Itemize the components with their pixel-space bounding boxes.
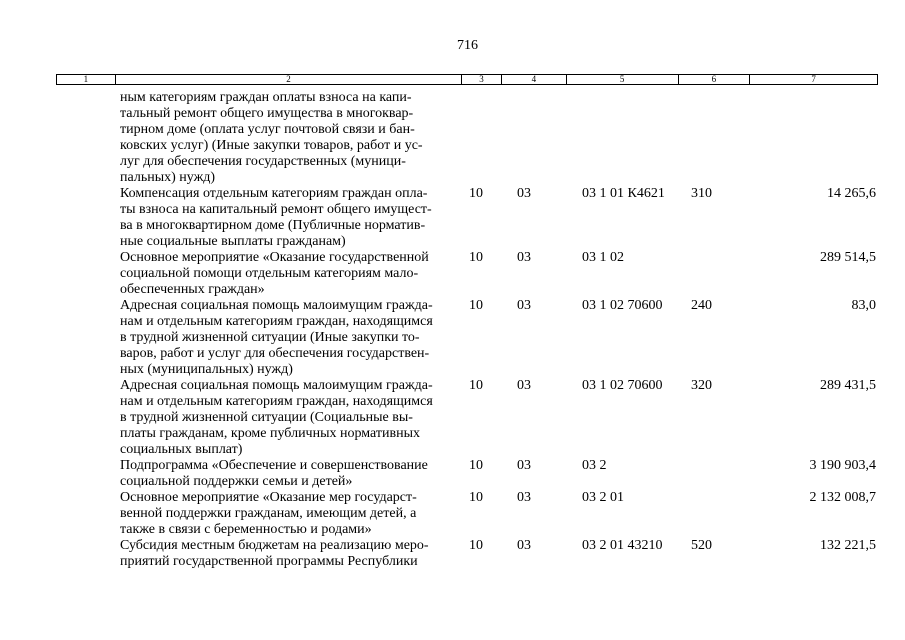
column-header-4: 4 [502, 75, 567, 84]
section-code: 10 [469, 458, 483, 473]
column-header-1: 1 [57, 75, 116, 84]
table-row [0, 298, 905, 378]
amount-value: 2 132 008,7 [809, 490, 876, 505]
section-code: 10 [469, 298, 483, 313]
subsection-code: 03 [517, 186, 531, 201]
budget-table-body [0, 90, 905, 570]
table-row [0, 378, 905, 458]
section-code: 10 [469, 378, 483, 393]
amount-value: 289 431,5 [820, 378, 876, 393]
column-header-5: 5 [567, 75, 679, 84]
section-code: 10 [469, 490, 483, 505]
expense-type-code: 520 [691, 538, 712, 553]
subsection-code: 03 [517, 490, 531, 505]
row-description: Основное мероприятие «Оказание государственной социальной помощи отдельным категориям мало- обеспеченных граждан» [120, 250, 429, 297]
subsection-code: 03 [517, 538, 531, 553]
row-description: Адресная социальная помощь малоимущим гражда- нам и отдельным категориям граждан, находящимся в трудной жизненной ситуации (Иные закупки то- варов, работ и услуг для обеспечения государствен- ных (муниципальных) нужд) [120, 298, 433, 377]
subsection-code: 03 [517, 298, 531, 313]
table-row [0, 538, 905, 570]
page-number: 716 [457, 38, 478, 53]
column-header-2: 2 [116, 75, 462, 84]
row-description: Подпрограмма «Обеспечение и совершенствование социальной поддержки семьи и детей» [120, 458, 428, 489]
expense-type-code: 310 [691, 186, 712, 201]
column-header-3: 3 [462, 75, 502, 84]
amount-value: 3 190 903,4 [809, 458, 876, 473]
target-article-code: 03 1 01 К4621 [582, 186, 665, 201]
row-description: ным категориям граждан оплаты взноса на капи- тальный ремонт общего имущества в многоквар- тирном доме (оплата услуг почтовой связи и бан- ковских услуг) (Иные закупки товаров, работ и ус- луг для обеспечения государственных (муници- пальных) нужд) [120, 90, 423, 185]
table-row [0, 186, 905, 250]
row-description: Компенсация отдельным категориям граждан опла- ты взноса на капитальный ремонт общего имущест- ва в многоквартирном доме (Публичные норматив- ные социальные выплаты гражданам) [120, 186, 432, 249]
row-description: Основное мероприятие «Оказание мер государст- венной поддержки гражданам, имеющим детей, а также в связи с беременностью и родами» [120, 490, 417, 537]
column-number-header [56, 74, 878, 85]
table-row [0, 90, 905, 186]
amount-value: 132 221,5 [820, 538, 876, 553]
target-article-code: 03 2 [582, 458, 607, 473]
subsection-code: 03 [517, 458, 531, 473]
target-article-code: 03 2 01 43210 [582, 538, 663, 553]
row-description: Субсидия местным бюджетам на реализацию меро- приятий государственной программы Республики [120, 538, 429, 569]
amount-value: 289 514,5 [820, 250, 876, 265]
row-description: Адресная социальная помощь малоимущим гражда- нам и отдельным категориям граждан, находящимся в трудной жизненной ситуации (Социальные вы- платы гражданам, кроме публичных нормативных социальных выплат) [120, 378, 433, 457]
table-row [0, 250, 905, 298]
amount-value: 14 265,6 [827, 186, 876, 201]
target-article-code: 03 1 02 [582, 250, 624, 265]
subsection-code: 03 [517, 378, 531, 393]
column-header-7: 7 [811, 74, 816, 84]
expense-type-code: 320 [691, 378, 712, 393]
subsection-code: 03 [517, 250, 531, 265]
section-code: 10 [469, 538, 483, 553]
column-header-6: 6 [679, 75, 751, 84]
amount-value: 83,0 [851, 298, 876, 313]
target-article-code: 03 1 02 70600 [582, 378, 663, 393]
target-article-code: 03 2 01 [582, 490, 624, 505]
table-row [0, 490, 905, 538]
section-code: 10 [469, 250, 483, 265]
target-article-code: 03 1 02 70600 [582, 298, 663, 313]
section-code: 10 [469, 186, 483, 201]
table-row [0, 458, 905, 490]
expense-type-code: 240 [691, 298, 712, 313]
